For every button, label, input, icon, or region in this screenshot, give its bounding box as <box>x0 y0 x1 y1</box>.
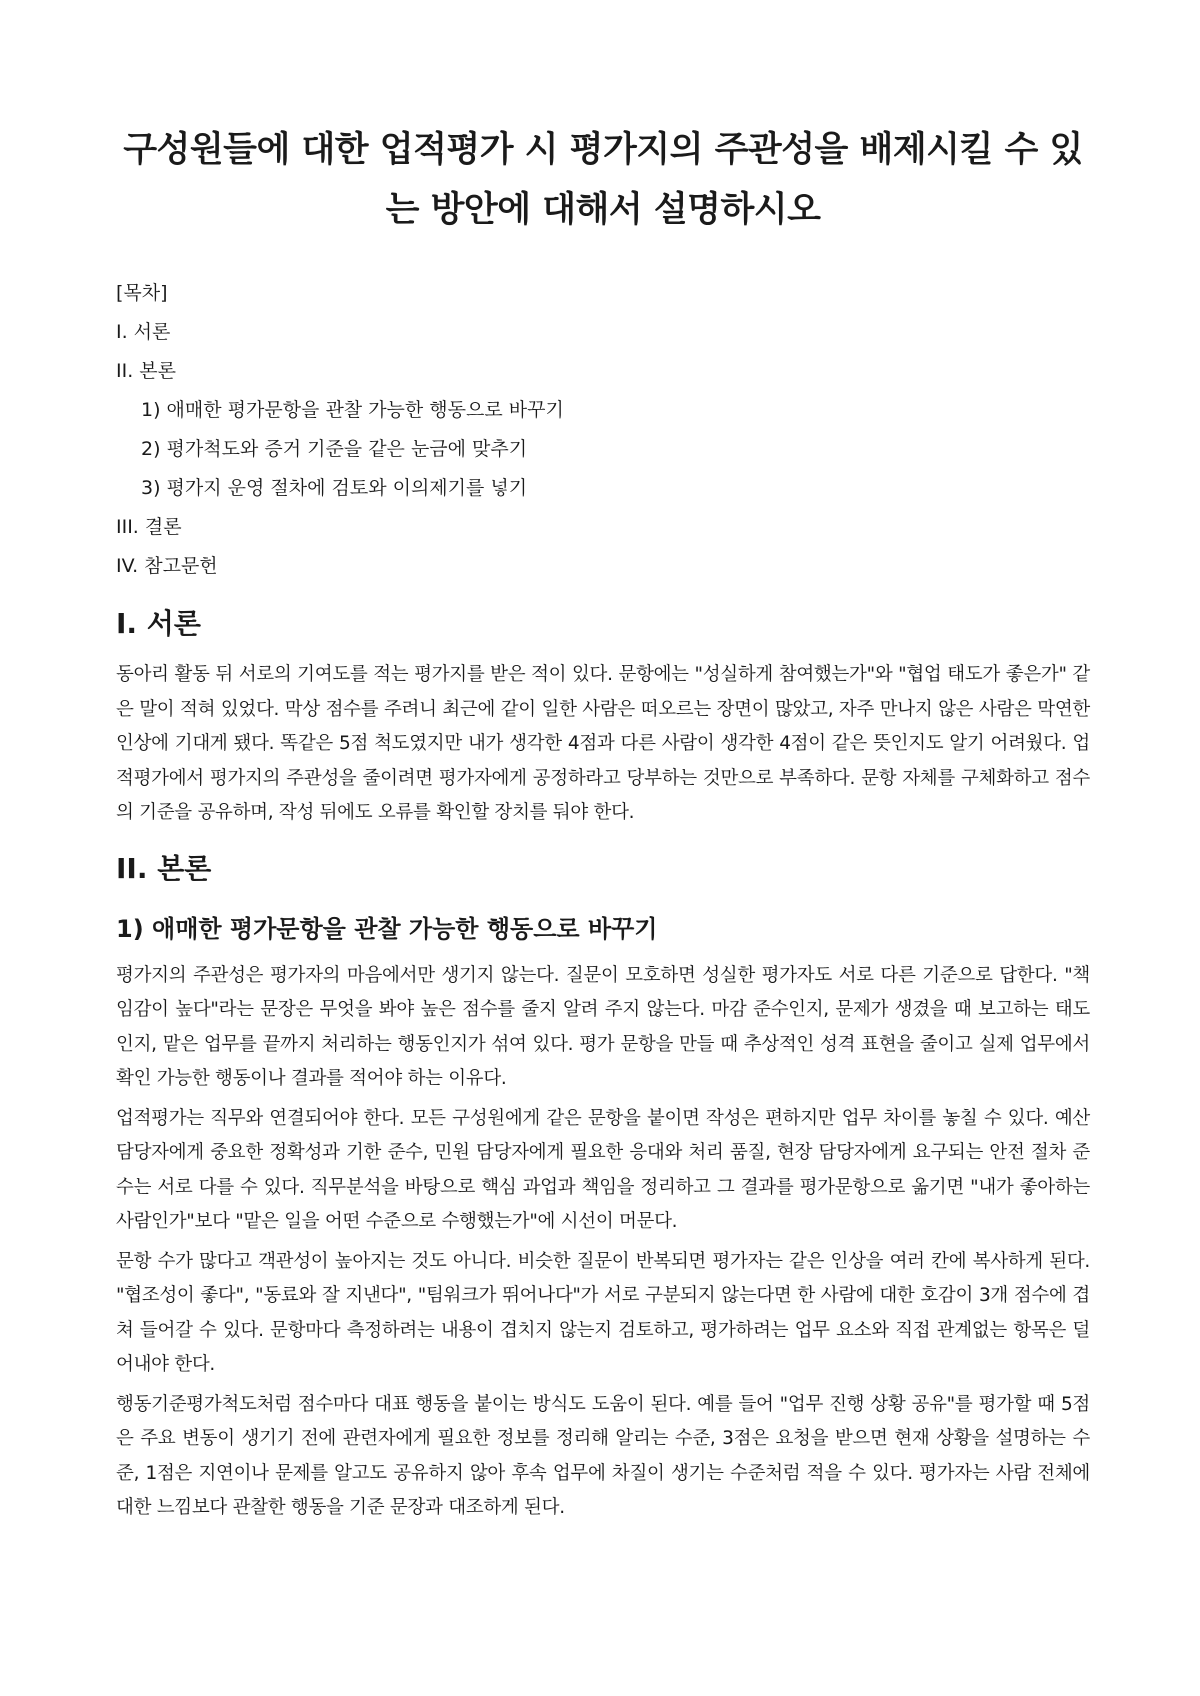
table-of-contents <box>116 274 1090 586</box>
subsection-heading-1: 1) 애매한 평가문항을 관찰 가능한 행동으로 바꾸기 <box>116 914 658 943</box>
toc-item: III. 결론 <box>116 516 182 538</box>
toc-heading: [목차] <box>116 282 168 304</box>
toc-item: I. 서론 <box>116 321 171 343</box>
toc-item: 1) 애매한 평가문항을 관찰 가능한 행동으로 바꾸기 <box>141 399 564 421</box>
paragraph: 행동기준평가척도처럼 점수마다 대표 행동을 붙이는 방식도 도움이 된다. 예를 들어 "업무 진행 상황 공유"를 평가할 때 5점은 주요 변동이 생기기 전에 관련자에게 필요한 정보를 정리해 알리는 수준, 3점은 요청을 받으면 현재 상황을 설명하는 수준, 1점은 지연이나 문제를 알고도 공유하지 않아 후속 업무에 차질이 생기는 수준처럼 적을 수 있다. 평가자는 사람 전체에 대한 느낌보다 관찰한 행동을 기준 문장과 대조하게 된다. <box>116 1393 1090 1518</box>
document-title: 구성원들에 대한 업적평가 시 평가지의 주관성을 배제시킬 수 있는 방안에 대해서 설명하시오 <box>123 130 1083 230</box>
paragraph: 동아리 활동 뒤 서로의 기여도를 적는 평가지를 받은 적이 있다. 문항에는 "성실하게 참여했는가"와 "협업 태도가 좋은가" 같은 말이 적혀 있었다. 막상 점수를 주려니 최근에 같이 일한 사람은 떠오르는 장면이 많았고, 자주 만나지 않은 사람은 막연한 인상에 기대게 됐다. 똑같은 5점 척도였지만 내가 생각한 4점과 다른 사람이 생각한 4점이 같은 뜻인지도 알기 어려웠다. 업적평가에서 평가지의 주관성을 줄이려면 평가자에게 공정하라고 당부하는 것만으로 부족하다. 문항 자체를 구체화하고 점수의 기준을 공유하며, 작성 뒤에도 오류를 확인할 장치를 둬야 한다. <box>116 664 1090 823</box>
paragraph: 평가지의 주관성은 평가자의 마음에서만 생기지 않는다. 질문이 모호하면 성실한 평가자도 서로 다른 기준으로 답한다. "책임감이 높다"라는 문장은 무엇을 봐야 높은 점수를 줄지 알려 주지 않는다. 마감 준수인지, 문제가 생겼을 때 보고하는 태도인지, 맡은 업무를 끝까지 처리하는 행동인지가 섞여 있다. 평가 문항을 만들 때 추상적인 성격 표현을 줄이고 실제 업무에서 확인 가능한 행동이나 결과를 적어야 하는 이유다. <box>116 964 1090 1089</box>
section-heading-body: II. 본론 <box>116 851 212 885</box>
section-heading-intro: I. 서론 <box>116 607 201 640</box>
paragraph: 문항 수가 많다고 객관성이 높아지는 것도 아니다. 비슷한 질문이 반복되면 평가자는 같은 인상을 여러 칸에 복사하게 된다. "협조성이 좋다", "동료와 잘 지낸다", "팀워크가 뛰어나다"가 서로 구분되지 않는다면 한 사람에 대한 호감이 3개 점수에 겹쳐 들어갈 수 있다. 문항마다 측정하려는 내용이 겹치지 않는지 검토하고, 평가하려는 업무 요소와 직접 관계없는 항목은 덜어내야 한다. <box>116 1250 1090 1375</box>
paragraph: 업적평가는 직무와 연결되어야 한다. 모든 구성원에게 같은 문항을 붙이면 작성은 편하지만 업무 차이를 놓칠 수 있다. 예산 담당자에게 중요한 정확성과 기한 준수, 민원 담당자에게 필요한 응대와 처리 품질, 현장 담당자에게 요구되는 안전 절차 준수는 서로 다를 수 있다. 직무분석을 바탕으로 핵심 과업과 책임을 정리하고 그 결과를 평가문항으로 옮기면 "내가 좋아하는 사람인가"보다 "맡은 일을 어떤 수준으로 수행했는가"에 시선이 머문다. <box>116 1107 1090 1232</box>
toc-item: IV. 참고문헌 <box>116 555 218 577</box>
toc-item: 2) 평가척도와 증거 기준을 같은 눈금에 맞추기 <box>141 438 528 460</box>
toc-item: 3) 평가지 운영 절차에 검토와 이의제기를 넣기 <box>141 477 528 499</box>
toc-item: II. 본론 <box>116 360 176 382</box>
